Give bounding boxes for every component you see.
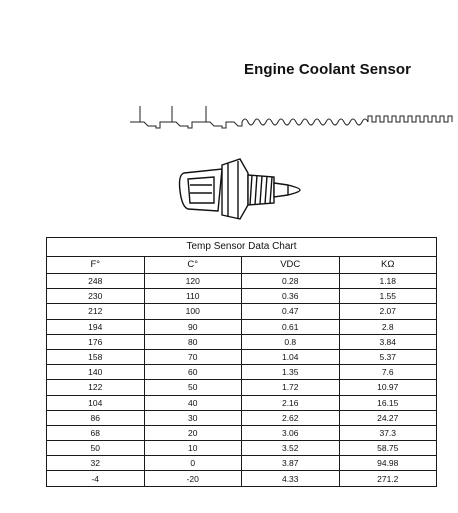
table-cell: -4 <box>47 471 145 486</box>
table-cell: 122 <box>47 380 145 395</box>
table-cell: 70 <box>144 349 242 364</box>
table-row <box>47 349 437 364</box>
table-cell: 0.8 <box>242 334 340 349</box>
table-row <box>47 441 437 456</box>
chart-caption: Temp Sensor Data Chart <box>47 238 437 257</box>
column-header-celsius: C° <box>144 257 242 274</box>
table-cell: 68 <box>47 425 145 440</box>
table-cell: 0.28 <box>242 274 340 289</box>
table-row <box>47 319 437 334</box>
table-cell: 140 <box>47 365 145 380</box>
table-row <box>47 471 437 486</box>
table-cell: 7.6 <box>339 365 437 380</box>
table-cell: 1.55 <box>339 289 437 304</box>
table-cell: 5.37 <box>339 349 437 364</box>
table-row <box>47 410 437 425</box>
table-body <box>47 274 437 487</box>
table-cell: 2.07 <box>339 304 437 319</box>
table-row <box>47 365 437 380</box>
table-cell: 10 <box>144 441 242 456</box>
column-header-fahrenheit: F° <box>47 257 145 274</box>
table-cell: 3.06 <box>242 425 340 440</box>
column-header-kohm: KΩ <box>339 257 437 274</box>
table-cell: 1.72 <box>242 380 340 395</box>
table-cell: 94.98 <box>339 456 437 471</box>
table-cell: 86 <box>47 410 145 425</box>
table-cell: 100 <box>144 304 242 319</box>
table-cell: 3.84 <box>339 334 437 349</box>
table-cell: 1.18 <box>339 274 437 289</box>
table-cell: 0 <box>144 456 242 471</box>
signal-waveform-icon <box>130 100 456 136</box>
table-cell: 0.61 <box>242 319 340 334</box>
table-cell: 1.35 <box>242 365 340 380</box>
header-row <box>47 257 437 274</box>
table-cell: 80 <box>144 334 242 349</box>
table-cell: 32 <box>47 456 145 471</box>
table-cell: 158 <box>47 349 145 364</box>
table-row <box>47 289 437 304</box>
table-cell: 30 <box>144 410 242 425</box>
table-cell: 0.36 <box>242 289 340 304</box>
table-cell: 50 <box>47 441 145 456</box>
table-row <box>47 304 437 319</box>
table-cell: 120 <box>144 274 242 289</box>
table-cell: 50 <box>144 380 242 395</box>
column-header-vdc: VDC <box>242 257 340 274</box>
table-cell: 248 <box>47 274 145 289</box>
table-cell: 16.15 <box>339 395 437 410</box>
table-cell: 20 <box>144 425 242 440</box>
table-cell: 24.27 <box>339 410 437 425</box>
page-title: Engine Coolant Sensor <box>244 61 412 78</box>
table-cell: 58.75 <box>339 441 437 456</box>
table-row <box>47 425 437 440</box>
table-row <box>47 380 437 395</box>
table-row <box>47 456 437 471</box>
table-cell: 212 <box>47 304 145 319</box>
table-cell: 2.8 <box>339 319 437 334</box>
table-cell: 110 <box>144 289 242 304</box>
table-cell: 104 <box>47 395 145 410</box>
table-row <box>47 334 437 349</box>
table-cell: 4.33 <box>242 471 340 486</box>
table-cell: 90 <box>144 319 242 334</box>
table-cell: 1.04 <box>242 349 340 364</box>
table-cell: 271.2 <box>339 471 437 486</box>
coolant-sensor-icon <box>178 155 308 227</box>
table-cell: 37.3 <box>339 425 437 440</box>
table-cell: 60 <box>144 365 242 380</box>
table-cell: -20 <box>144 471 242 486</box>
table-cell: 3.87 <box>242 456 340 471</box>
table-row <box>47 274 437 289</box>
table-cell: 194 <box>47 319 145 334</box>
data-table <box>46 237 437 487</box>
table-row <box>47 395 437 410</box>
table-cell: 10.97 <box>339 380 437 395</box>
table-cell: 2.16 <box>242 395 340 410</box>
table-cell: 176 <box>47 334 145 349</box>
table-cell: 3.52 <box>242 441 340 456</box>
table-cell: 230 <box>47 289 145 304</box>
table-cell: 2.62 <box>242 410 340 425</box>
table-cell: 0.47 <box>242 304 340 319</box>
temp-sensor-data-chart <box>46 237 437 487</box>
table-cell: 40 <box>144 395 242 410</box>
